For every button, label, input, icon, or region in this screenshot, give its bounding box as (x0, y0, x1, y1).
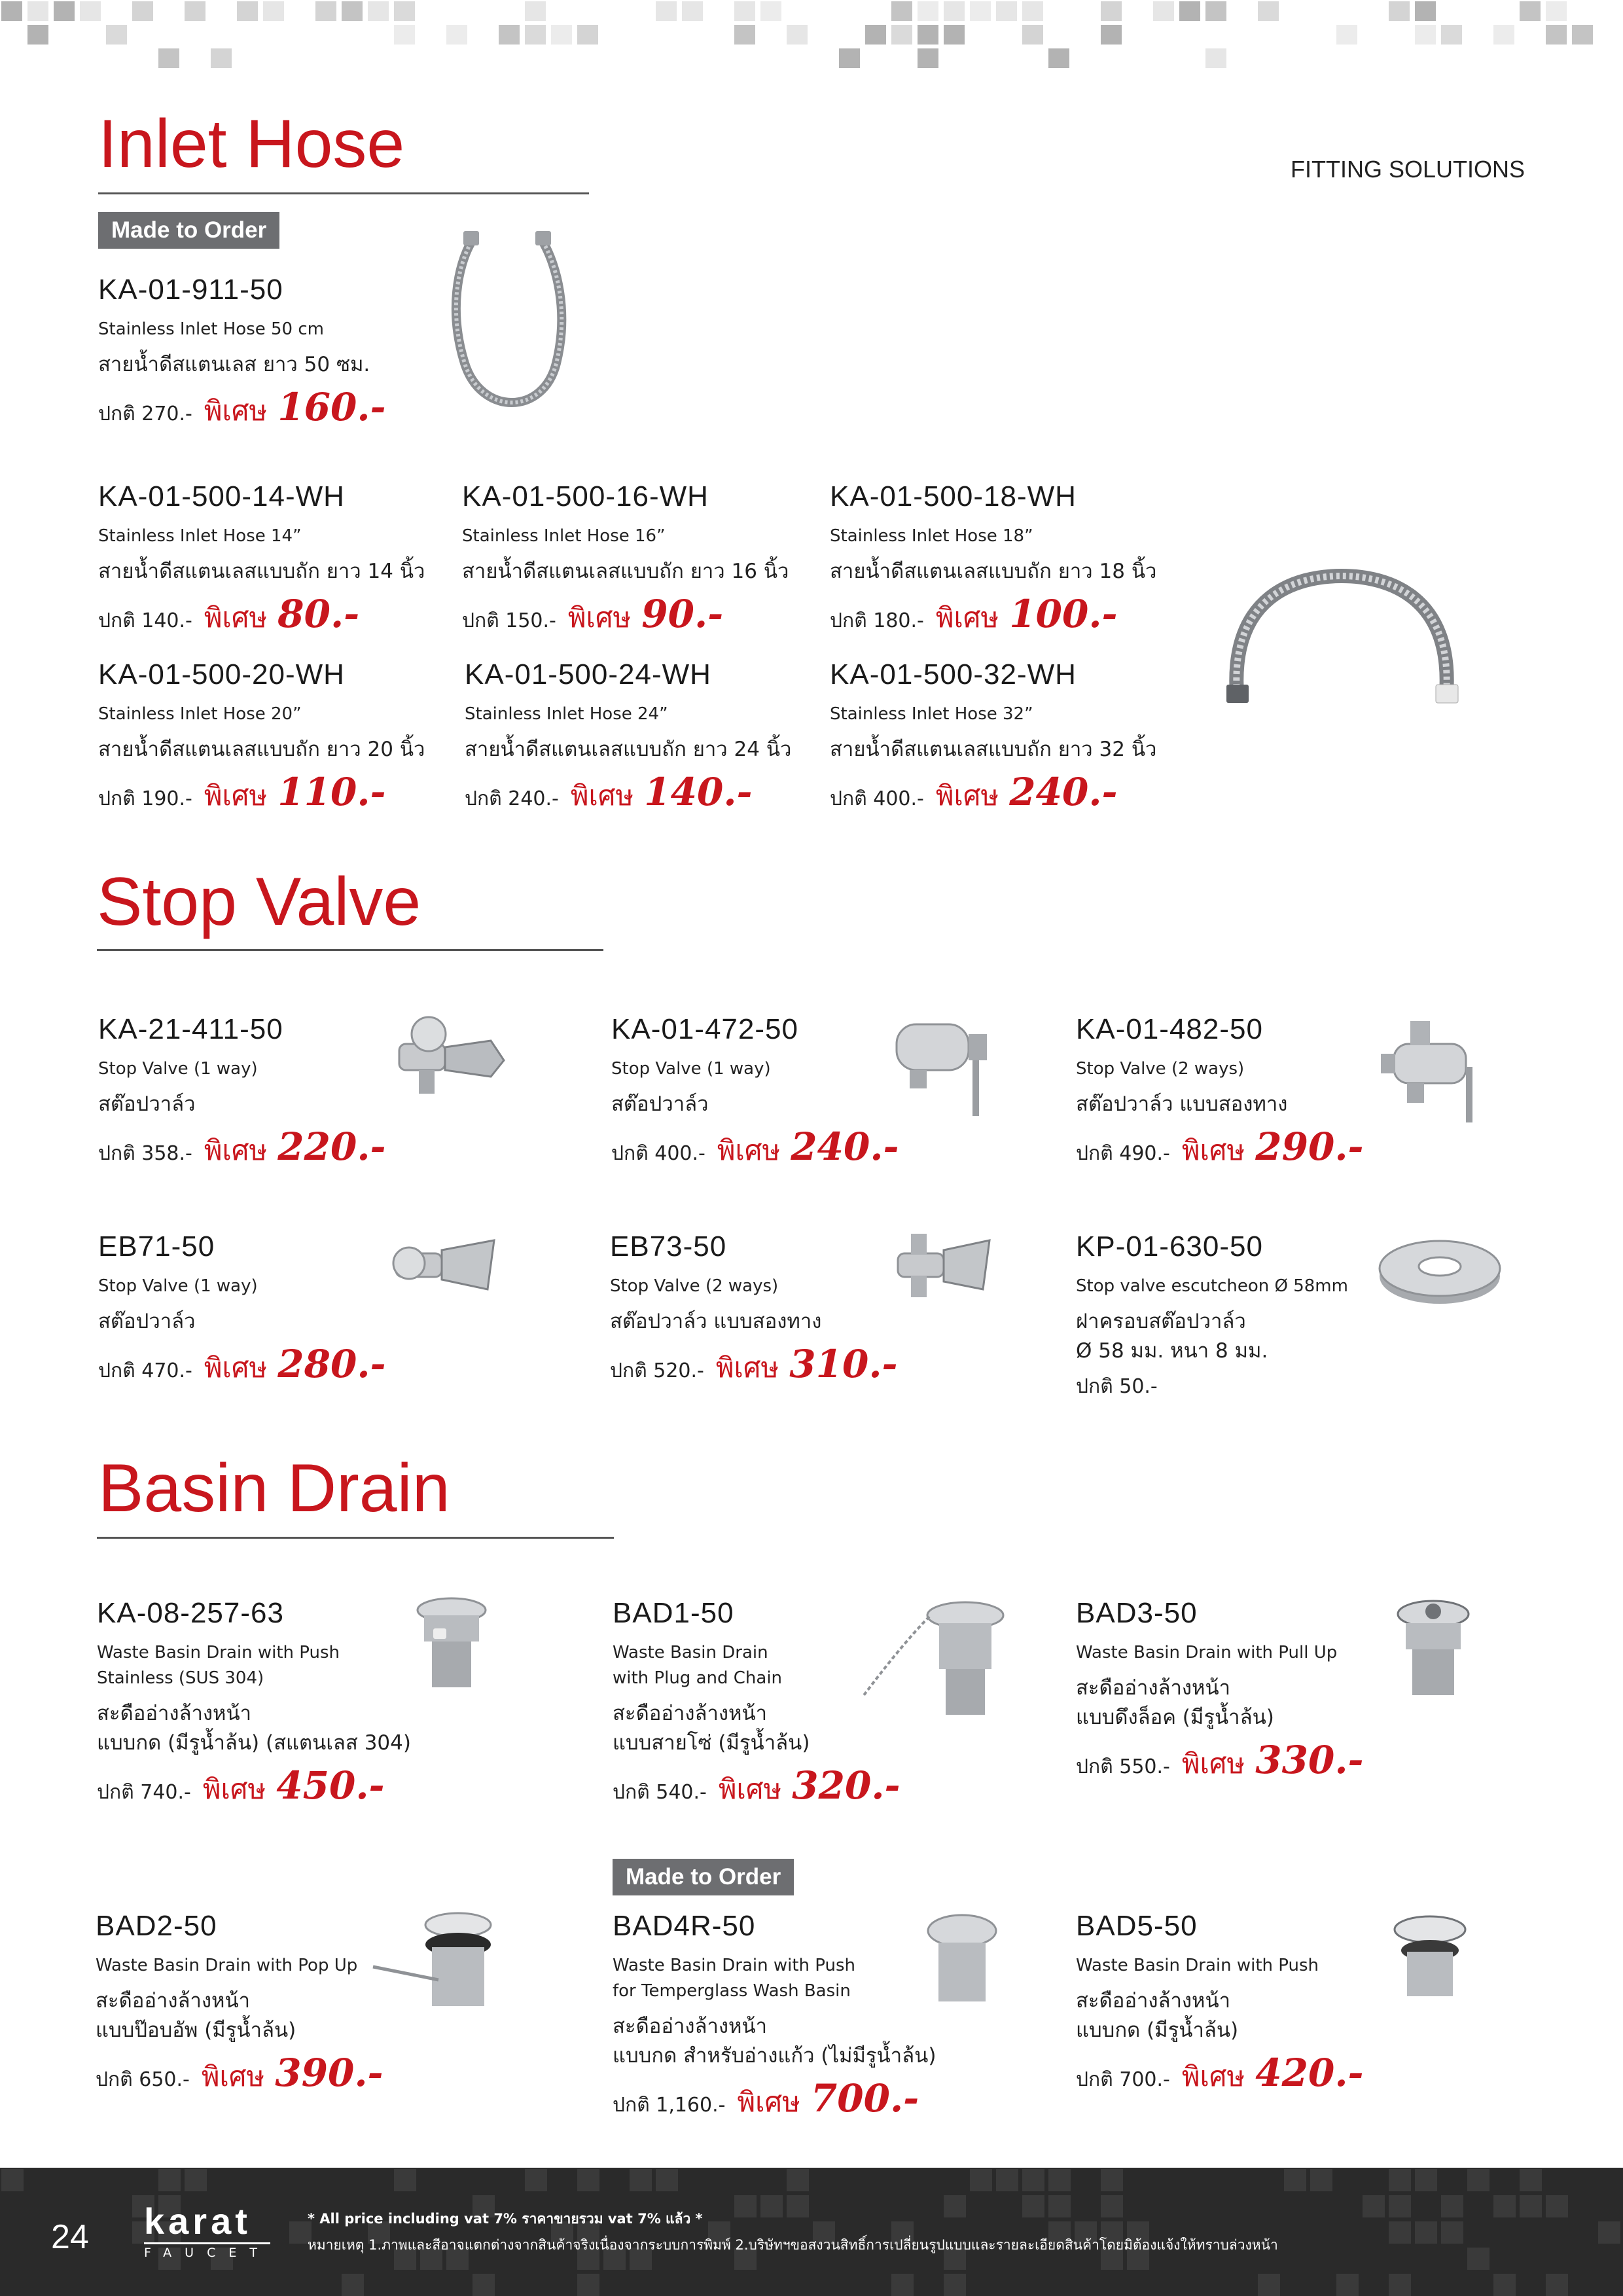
mosaic-tile (1493, 25, 1514, 45)
top-mosaic-band (0, 0, 1623, 98)
product-name-th: สะดืออ่างล้างหน้า แบบดึงล็อค (มีรูน้ำล้น) (1076, 1676, 1274, 1729)
price-row (98, 385, 386, 433)
product-code: KA-01-500-14-WH (98, 480, 345, 512)
mosaic-tile (237, 1, 258, 21)
price-row (98, 1124, 386, 1172)
regular-price: ปกติ 240.- (465, 787, 559, 810)
special-price: 110.- (277, 769, 386, 814)
product-name-th: สะดืออ่างล้างหน้า แบบกด (มีรูน้ำล้น) (สแตนเลส 304) (97, 1702, 411, 1755)
footer-mosaic-tile (1467, 2169, 1489, 2191)
mosaic-tile (80, 1, 101, 21)
product-item (1076, 1597, 1364, 1785)
basin-drain-chain-image (857, 1597, 1014, 1734)
regular-price: ปกติ 470.- (98, 1359, 192, 1382)
mosaic-tile (525, 25, 546, 45)
regular-price: ปกติ 550.- (1076, 1755, 1170, 1778)
mosaic-tile (891, 25, 912, 45)
hose-loop-image (445, 226, 576, 422)
special-price: 90.- (641, 591, 724, 636)
product-code: KA-01-500-32-WH (830, 658, 1077, 691)
price-row (462, 592, 789, 639)
product-name-en: Stainless Inlet Hose 20” (98, 704, 302, 724)
section-title-inlet-hose: Inlet Hose (98, 106, 405, 182)
product-name-en: Stop valve escutcheon Ø 58mm (1076, 1276, 1348, 1296)
footer-mosaic-tile (1415, 2169, 1437, 2191)
price-row (1076, 2051, 1364, 2098)
regular-price: ปกติ 400.- (611, 1141, 705, 1165)
mosaic-tile (865, 25, 886, 45)
product-name-en: Stainless Inlet Hose 32” (830, 704, 1033, 724)
footer-mosaic-tile (1389, 2169, 1411, 2191)
mosaic-tile (1205, 48, 1226, 68)
footer-mosaic-tile (1441, 2195, 1463, 2217)
mosaic-tile (682, 1, 703, 21)
footer-mosaic-tile (158, 2169, 181, 2191)
product-item (610, 1230, 898, 1390)
footer-mosaic-tile (734, 2195, 757, 2217)
stop-valve-image (393, 1011, 510, 1103)
mosaic-tile (944, 1, 965, 21)
footer-mosaic-tile (1441, 2221, 1463, 2244)
regular-price: ปกติ 490.- (1076, 1141, 1170, 1165)
price-row (97, 1763, 411, 1811)
disclaimer-note: หมายเหตุ 1.ภาพและสีอาจแตกต่างจากสินค้าจริงเนื่องจากระบบการพิมพ์ 2.บริษัทฯขอสงวนสิทธิ์การเปลี่ยนรูปแบบและรายละเอียดสินค้าโดยมิต้องแจ้งให้ทราบล่วงหน้า (308, 2237, 1278, 2253)
special-price: 140.- (644, 769, 753, 814)
mosaic-tile (27, 25, 48, 45)
stop-valve-image (890, 1005, 1001, 1119)
special-price: 330.- (1255, 1737, 1364, 1782)
product-name-th: สายน้ำดีสแตนเลสแบบถัก ยาว 24 นิ้ว (465, 738, 792, 761)
footer-mosaic-tile (1598, 2221, 1620, 2244)
basin-drain-popup-image (366, 1908, 504, 2019)
mosaic-tile (970, 1, 991, 21)
mosaic-tile (734, 25, 755, 45)
product-name-en: Waste Basin Drain with Pull Up (1076, 1643, 1338, 1662)
product-name-en: Stop Valve (2 ways) (1076, 1059, 1245, 1079)
footer-mosaic-tile (1493, 2274, 1516, 2296)
special-label: พิเศษ (201, 2060, 265, 2092)
section-divider (97, 1537, 614, 1539)
price-row (1076, 1738, 1364, 1785)
mosaic-tile (787, 25, 808, 45)
section-title-basin-drain: Basin Drain (98, 1450, 450, 1526)
footer-mosaic-tile (656, 2169, 678, 2191)
footer-mosaic-tile (1363, 2195, 1385, 2217)
mosaic-tile (760, 1, 781, 21)
footer-mosaic-tile (1022, 2169, 1044, 2191)
escutcheon-image (1374, 1230, 1505, 1309)
footer-mosaic-tile (1101, 2169, 1123, 2191)
product-item (1076, 1230, 1348, 1402)
product-name-en: Waste Basin Drain with Pop Up (96, 1956, 358, 1975)
special-label: พิเศษ (204, 1134, 268, 1166)
footer-mosaic-tile (630, 2169, 652, 2191)
mosaic-tile (1441, 25, 1462, 45)
product-item (98, 1013, 386, 1172)
footer-mosaic-tile (1101, 2195, 1123, 2217)
product-item (611, 1013, 899, 1172)
footer-mosaic-tile (394, 2169, 416, 2191)
product-name-th: สะดืออ่างล้างหน้า แบบป๊อบอัพ (มีรูน้ำล้น) (96, 1989, 296, 2042)
section-divider (98, 192, 589, 194)
price-row (830, 592, 1156, 639)
basin-drain-image (1394, 1597, 1472, 1702)
special-price: 240.- (791, 1124, 899, 1169)
product-code: BAD4R-50 (613, 1910, 756, 1942)
product-item (613, 1910, 936, 2124)
price-row (465, 770, 791, 817)
footer-mosaic-tile (1336, 2274, 1359, 2296)
footer-mosaic-tile (1520, 2169, 1542, 2191)
product-name-th: สายน้ำดีสแตนเลสแบบถัก ยาว 32 นิ้ว (830, 738, 1157, 761)
product-name-en: Stop Valve (1 way) (98, 1276, 258, 1296)
mosaic-tile (54, 1, 75, 21)
mosaic-tile (185, 1, 205, 21)
special-label: พิเศษ (1181, 1134, 1245, 1166)
product-code: EB73-50 (610, 1230, 727, 1263)
special-label: พิเศษ (204, 779, 268, 812)
mosaic-tile (525, 1, 546, 21)
product-item (1076, 1013, 1364, 1172)
price-row (96, 2051, 383, 2098)
mosaic-tile (551, 25, 572, 45)
product-name-en: Stop Valve (1 way) (611, 1059, 771, 1079)
special-label: พิเศษ (204, 1351, 268, 1384)
mosaic-tile (106, 25, 127, 45)
footer-mosaic-tile (525, 2169, 547, 2191)
special-price: 280.- (277, 1341, 386, 1386)
footer-mosaic-tile (1415, 2221, 1437, 2244)
price-row (610, 1342, 898, 1390)
footer-mosaic-tile (473, 2274, 495, 2296)
mosaic-tile (1048, 48, 1069, 68)
product-name-th: ฝาครอบสต๊อปวาล์ว Ø 58 มม. หนา 8 มม. (1076, 1310, 1268, 1363)
basin-drain-image (923, 1911, 1001, 2009)
mosaic-tile (1101, 1, 1122, 21)
special-price: 100.- (1009, 591, 1118, 636)
product-name-en: Stainless Inlet Hose 16” (462, 526, 666, 546)
brand-name: karat (144, 2200, 251, 2242)
mosaic-tile (315, 1, 336, 21)
footer-mosaic-tile (1389, 2274, 1411, 2296)
category-label: FITTING SOLUTIONS (1290, 156, 1525, 183)
mosaic-tile (918, 25, 938, 45)
section-title-stop-valve: Stop Valve (97, 864, 421, 940)
product-code: KA-01-500-16-WH (462, 480, 709, 512)
footer-mosaic-tile (1389, 2195, 1411, 2217)
stop-valve-image (389, 1227, 501, 1299)
basin-drain-image (412, 1596, 491, 1694)
mosaic-tile (499, 25, 520, 45)
mosaic-tile (1336, 25, 1357, 45)
product-name-en: Waste Basin Drain with Push for Temperglass Wash Basin (613, 1956, 856, 2001)
mosaic-tile (1546, 25, 1567, 45)
braided-hose-image (1217, 556, 1466, 707)
price-row (830, 770, 1156, 817)
regular-price: ปกติ 140.- (98, 609, 192, 632)
special-label: พิเศษ (204, 394, 268, 427)
product-item (830, 658, 1156, 817)
product-name-th: สายน้ำดีสแตนเลส ยาว 50 ซม. (98, 353, 370, 376)
mosaic-tile (1179, 1, 1200, 21)
price-row (611, 1124, 899, 1172)
footer-mosaic-tile (1546, 2274, 1568, 2296)
mosaic-tile (1205, 1, 1226, 21)
mosaic-tile (839, 48, 860, 68)
footer-mosaic-tile (1310, 2169, 1332, 2191)
footer-mosaic-tile (787, 2169, 809, 2191)
footer-mosaic-tile (577, 2169, 599, 2191)
footer-mosaic-tile (787, 2195, 809, 2217)
footer-mosaic-tile (944, 2274, 966, 2296)
product-code: BAD3-50 (1076, 1597, 1198, 1629)
footer-mosaic-tile (185, 2169, 207, 2191)
product-code: BAD1-50 (613, 1597, 734, 1629)
product-code: KA-01-500-20-WH (98, 658, 345, 691)
made-to-order-badge: Made to Order (98, 212, 279, 249)
special-price: 700.- (810, 2075, 919, 2121)
footer-mosaic-tile (891, 2274, 914, 2296)
special-price: 160.- (277, 384, 386, 429)
product-code: KA-01-482-50 (1076, 1013, 1263, 1045)
footer-mosaic-tile (996, 2169, 1018, 2191)
special-label: พิเศษ (567, 601, 632, 634)
product-name-th: สะดืออ่างล้างหน้า แบบกด (มีรูน้ำล้น) (1076, 1989, 1239, 2042)
product-item (830, 480, 1156, 639)
product-item (98, 274, 386, 433)
special-price: 290.- (1255, 1124, 1364, 1169)
mosaic-tile (1022, 1, 1043, 21)
mosaic-tile (1153, 1, 1174, 21)
stop-valve-image (891, 1224, 996, 1309)
product-name-en: Waste Basin Drain with Push Stainless (SUS 304) (97, 1643, 340, 1688)
special-label: พิเศษ (1181, 1747, 1245, 1780)
mosaic-tile (1415, 1, 1436, 21)
product-code: KA-21-411-50 (98, 1013, 283, 1045)
regular-price: ปกติ 270.- (98, 402, 192, 425)
product-code: KA-01-500-18-WH (830, 480, 1077, 512)
price-row (98, 1342, 386, 1390)
footer-mosaic-tile (1048, 2195, 1071, 2217)
regular-price: ปกติ 50.- (1076, 1374, 1158, 1398)
mosaic-tile (394, 25, 415, 45)
special-price: 450.- (276, 1763, 385, 1808)
regular-price: ปกติ 400.- (830, 787, 924, 810)
product-name-th: สายน้ำดีสแตนเลสแบบถัก ยาว 14 นิ้ว (98, 560, 425, 583)
regular-price: ปกติ 358.- (98, 1141, 192, 1165)
product-item (465, 658, 791, 817)
mosaic-tile (918, 48, 938, 68)
product-code: KA-08-257-63 (97, 1597, 284, 1629)
footer-mosaic-tile (1520, 2195, 1542, 2217)
product-name-th: สต๊อปวาล์ว (611, 1092, 709, 1116)
price-row (98, 770, 425, 817)
product-name-en: Stainless Inlet Hose 18” (830, 526, 1033, 546)
price-row (1076, 1371, 1348, 1402)
special-label: พิเศษ (1181, 2060, 1245, 2092)
footer-mosaic-tile (1284, 2169, 1306, 2191)
mosaic-tile (1, 1, 22, 21)
special-price: 80.- (277, 591, 360, 636)
regular-price: ปกติ 190.- (98, 787, 192, 810)
mosaic-tile (446, 25, 467, 45)
product-item (1076, 1910, 1364, 2098)
mosaic-tile (158, 48, 179, 68)
mosaic-tile (1572, 25, 1593, 45)
footer-mosaic-tile (1, 2169, 24, 2191)
product-name-en: Waste Basin Drain with Plug and Chain (613, 1643, 783, 1688)
regular-price: ปกติ 700.- (1076, 2068, 1170, 2091)
product-code: KP-01-630-50 (1076, 1230, 1263, 1263)
special-label: พิเศษ (737, 2085, 800, 2118)
special-label: พิเศษ (717, 1134, 781, 1166)
regular-price: ปกติ 180.- (830, 609, 924, 632)
footer-mosaic-tile (1467, 2248, 1489, 2270)
product-code: BAD5-50 (1076, 1910, 1198, 1942)
price-row (1076, 1124, 1364, 1172)
mosaic-tile (1022, 25, 1043, 45)
product-name-th: สายน้ำดีสแตนเลสแบบถัก ยาว 16 นิ้ว (462, 560, 789, 583)
product-name-th: สะดืออ่างล้างหน้า แบบกด สำหรับอ่างแก้ว (ไม่มีรูน้ำล้น) (613, 2015, 936, 2068)
product-name-th: สต๊อปวาล์ว (98, 1092, 196, 1116)
mosaic-tile (1101, 25, 1122, 45)
product-item (462, 480, 789, 639)
product-item (98, 658, 425, 817)
regular-price: ปกติ 650.- (96, 2068, 190, 2091)
price-row (613, 2076, 936, 2124)
mosaic-tile (734, 1, 755, 21)
product-name-th: สายน้ำดีสแตนเลสแบบถัก ยาว 20 นิ้ว (98, 738, 425, 761)
mosaic-tile (1520, 1, 1541, 21)
mosaic-tile (1389, 1, 1410, 21)
footer-mosaic-tile (577, 2274, 599, 2296)
mosaic-tile (211, 48, 232, 68)
footer-mosaic-tile (1048, 2169, 1071, 2191)
mosaic-tile (394, 1, 415, 21)
price-row (613, 1763, 901, 1811)
made-to-order-badge: Made to Order (613, 1859, 794, 1895)
stop-valve-image (1381, 1008, 1492, 1126)
mosaic-tile (996, 1, 1017, 21)
footer-mosaic-tile (1022, 2195, 1044, 2217)
page-number: 24 (51, 2218, 89, 2256)
product-name-th: สต๊อปวาล์ว แบบสองทาง (1076, 1092, 1288, 1116)
product-name-en: Stainless Inlet Hose 50 cm (98, 319, 324, 339)
mosaic-tile (918, 1, 938, 21)
product-name-th: สะดืออ่างล้างหน้า แบบสายโซ่ (มีรูน้ำล้น) (613, 1702, 810, 1755)
product-item (97, 1597, 411, 1811)
special-label: พิเศษ (718, 1772, 782, 1805)
price-row (98, 592, 425, 639)
mosaic-tile (944, 25, 965, 45)
regular-price: ปกติ 540.- (613, 1780, 707, 1804)
basin-drain-image (1387, 1911, 1472, 2003)
product-code: KA-01-500-24-WH (465, 658, 711, 691)
special-label: พิเศษ (204, 601, 268, 634)
product-code: BAD2-50 (96, 1910, 217, 1942)
product-item (98, 480, 425, 639)
special-price: 310.- (789, 1341, 898, 1386)
product-code: KA-01-472-50 (611, 1013, 798, 1045)
section-divider (97, 949, 603, 951)
mosaic-tile (368, 1, 389, 21)
product-code: EB71-50 (98, 1230, 215, 1263)
brand-subtitle: FAUCET (144, 2242, 270, 2260)
mosaic-tile (1546, 1, 1567, 21)
footer-mosaic-tile (944, 2195, 966, 2217)
product-name-th: สต๊อปวาล์ว แบบสองทาง (610, 1310, 822, 1333)
mosaic-tile (132, 1, 153, 21)
regular-price: ปกติ 520.- (610, 1359, 704, 1382)
product-item (98, 1230, 386, 1390)
mosaic-tile (1415, 25, 1436, 45)
product-name-en: Waste Basin Drain with Push (1076, 1956, 1319, 1975)
footer-mosaic-tile (1546, 2195, 1568, 2217)
special-label: พิเศษ (935, 601, 999, 634)
mosaic-tile (656, 1, 677, 21)
special-label: พิเศษ (715, 1351, 779, 1384)
special-price: 220.- (277, 1124, 386, 1169)
footer-mosaic-tile (1389, 2221, 1411, 2244)
product-name-en: Stainless Inlet Hose 14” (98, 526, 302, 546)
footer-mosaic-tile (970, 2169, 992, 2191)
vat-note: * All price including vat 7% ราคาขายรวม vat 7% แล้ว * (308, 2211, 703, 2227)
special-label: พิเศษ (570, 779, 634, 812)
product-name-th: สต๊อปวาล์ว (98, 1310, 196, 1333)
product-code: KA-01-911-50 (98, 274, 283, 306)
product-name-en: Stop Valve (2 ways) (610, 1276, 779, 1296)
product-item (96, 1910, 383, 2098)
mosaic-tile (577, 25, 598, 45)
product-name-en: Stop Valve (1 way) (98, 1059, 258, 1079)
footer-mosaic-tile (760, 2195, 783, 2217)
special-price: 320.- (792, 1763, 901, 1808)
regular-price: ปกติ 740.- (97, 1780, 191, 1804)
regular-price: ปกติ 150.- (462, 609, 556, 632)
mosaic-tile (342, 1, 363, 21)
special-price: 390.- (275, 2050, 383, 2095)
mosaic-tile (891, 1, 912, 21)
special-label: พิเศษ (935, 779, 999, 812)
mosaic-tile (1258, 1, 1279, 21)
brand-logo (144, 2200, 270, 2260)
footer-mosaic-tile (342, 2274, 364, 2296)
product-name-th: สายน้ำดีสแตนเลสแบบถัก ยาว 18 นิ้ว (830, 560, 1157, 583)
product-name-en: Stainless Inlet Hose 24” (465, 704, 668, 724)
footer-bar (0, 2168, 1623, 2296)
mosaic-tile (27, 1, 48, 21)
special-label: พิเศษ (202, 1772, 266, 1805)
footer-mosaic-tile (1258, 2274, 1280, 2296)
special-price: 240.- (1009, 769, 1118, 814)
mosaic-tile (263, 1, 284, 21)
footer-mosaic-tile (1493, 2195, 1516, 2217)
regular-price: ปกติ 1,160.- (613, 2093, 726, 2117)
special-price: 420.- (1255, 2050, 1364, 2095)
